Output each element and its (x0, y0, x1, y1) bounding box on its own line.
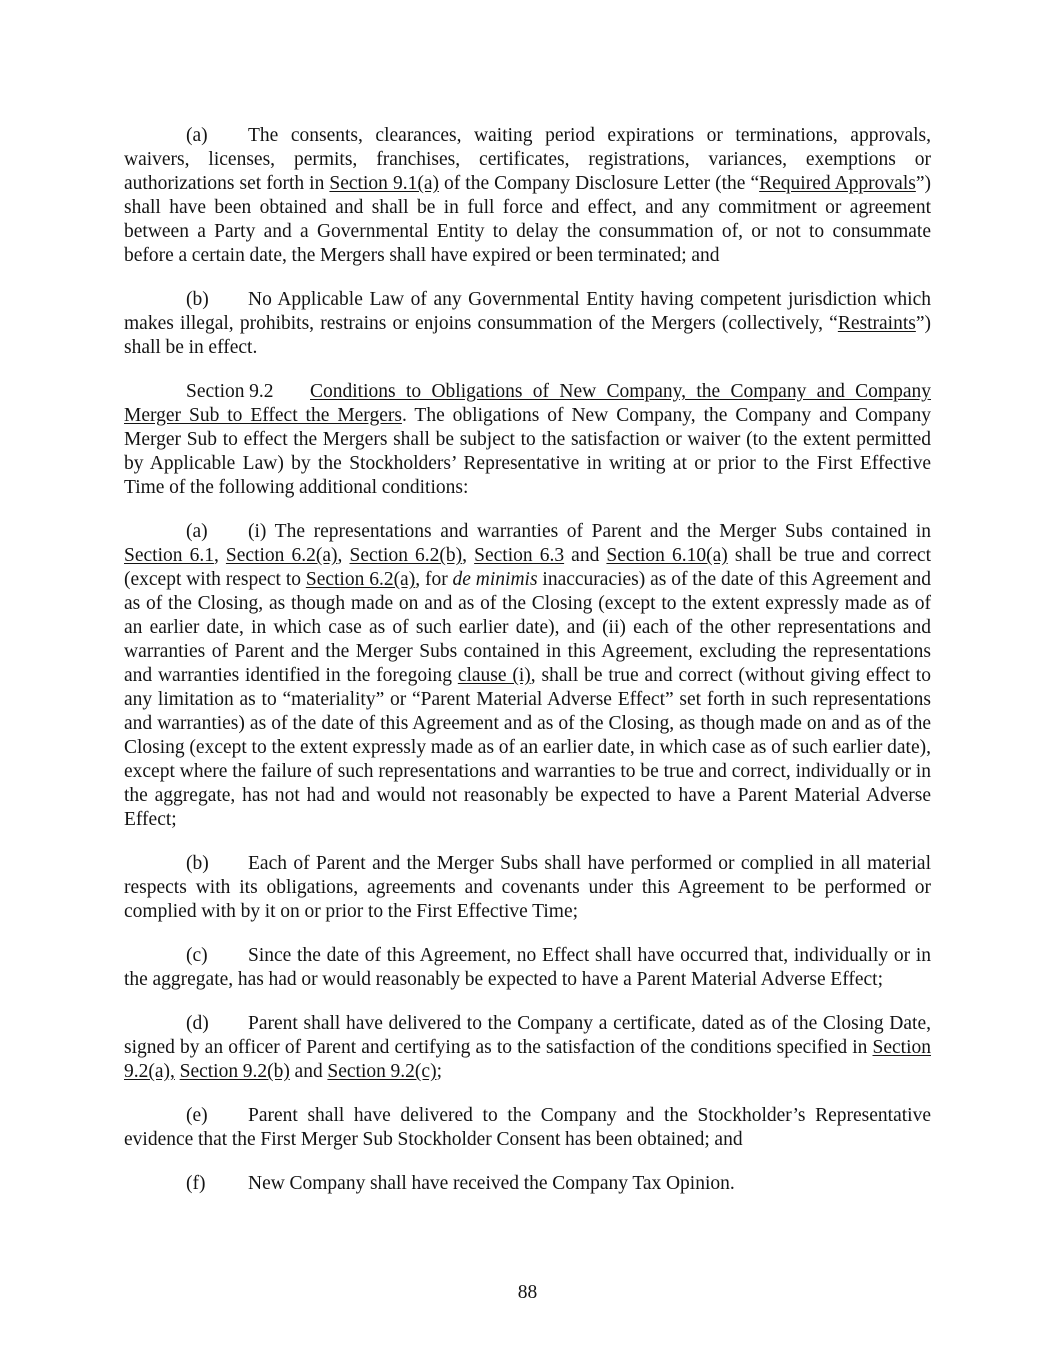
section-reference: Section 9.2(c) (327, 1061, 437, 1082)
paragraph-text: Parent shall have delivered to the Company and the Stockholder’s Representative evidence that the First Merger Sub Stockholder Consent has been obtained; and (124, 1105, 931, 1150)
clause-label: (a) (186, 125, 208, 146)
paragraph-text: The consents, clearances, waiting period expirations or terminations, approvals, waivers, licenses, permits, franchises, certificates, registrations, variances, exemptions or authorizations set forth in (124, 125, 931, 194)
paragraph-text: and (289, 1061, 328, 1082)
clause-label: (a) (186, 521, 208, 542)
section-reference: Section 6.2(a) (305, 569, 416, 590)
paragraph-text: , (337, 545, 350, 566)
paragraph-text: Since the date of this Agreement, no Effect shall have occurred that, individually or in the aggregate, has had or would reasonably be expected to have a Parent Material Adverse Effect; (124, 945, 931, 990)
section-heading: Conditions to Obligations of New Company, the Company and Company Merger Sub to Effect the Mergers (124, 381, 931, 426)
paragraph-text: Parent shall have delivered to the Company a certificate, dated as of the Closing Date, signed by an officer of Parent and certifying as to the satisfaction of the conditions specified in (124, 1013, 931, 1058)
paragraph-text: , (462, 545, 475, 566)
paragraph-9-2-e (124, 1104, 931, 1152)
document-body (124, 124, 931, 1216)
paragraph-9-2-f (124, 1172, 931, 1196)
paragraph-text: ; (436, 1061, 442, 1082)
defined-term: Restraints (837, 313, 916, 334)
section-reference: Section 9.2(a), (124, 1037, 931, 1082)
clause-label: (b) (186, 289, 209, 310)
paragraph-text: , shall be true and correct (without giving effect to any limitation as to “materiality” or “Parent Material Adverse Effect” set forth in such representations and warranties) as of the date of this Agreement and as of the Closing, as though made on and as of the Closing (except to the extent expressly made as of an earlier date, in which case as of such earlier date), except where the failure of such representations and warranties to be true and correct, individually or in the aggregate, has not had and would not reasonably be expected to have a Parent Material Adverse Effect; (124, 665, 931, 830)
page-number: 88 (517, 1282, 538, 1303)
paragraph-9-2-d (124, 1012, 931, 1084)
clause-label: (e) (186, 1105, 208, 1126)
section-reference: Section 6.10(a) (606, 545, 728, 566)
section-reference: Section 6.3 (474, 545, 565, 566)
paragraph-9-1-a (124, 124, 931, 268)
clause-label: (d) (186, 1013, 209, 1034)
paragraph-text: and (564, 545, 607, 566)
paragraph-text: , for (415, 569, 453, 590)
paragraph-9-2-a (124, 520, 931, 832)
section-label: Section 9.2 (186, 381, 274, 402)
section-reference: Section 6.2(b) (349, 545, 463, 566)
paragraph-text: New Company shall have received the Company Tax Opinion. (248, 1173, 735, 1194)
section-reference: Section 6.2(a) (225, 545, 338, 566)
clause-label: (c) (186, 945, 208, 966)
paragraph-text: inaccuracies) as of the date of this Agreement and as of the Closing, as though made on and as of the Closing (except to the extent expressly made as of an earlier date, in which case as of such earlier date), and (ii) each of the other representations and warranties of Parent and the Merger Subs contained in this Agreement, excluding the representations and warranties identified in the foregoing (124, 569, 931, 686)
clause-label: (b) (186, 853, 209, 874)
paragraph-text: (i) The representations and warranties of Parent and the Merger Subs contained in (248, 521, 931, 542)
paragraph-9-2-b (124, 852, 931, 924)
paragraph-text: . The obligations of New Company, the Company and Company Merger Sub to effect the Mergers shall be subject to the satisfaction or waiver (to the extent permitted by Applicable Law) by the Stockholders’ Representative in writing at or prior to the First Effective Time of the following additional conditions: (124, 405, 932, 498)
section-reference: Section 6.1 (124, 545, 214, 566)
paragraph-9-1-b (124, 288, 931, 360)
paragraph-text: shall be true and correct (except with respect to (124, 545, 931, 590)
section-reference: Section 9.1(a) (329, 173, 439, 194)
paragraph-text: ”) shall have been obtained and shall be in full force and effect, and any commitment or agreement between a Party and a Governmental Entity to delay the consummation of, or not to consummate before a certain date, the Mergers shall have expired or been terminated; and (124, 173, 931, 266)
section-reference: Section 9.2(b) (179, 1061, 290, 1082)
paragraph-9-2-c (124, 944, 931, 992)
defined-term: Required Approvals (759, 173, 916, 194)
section-9-2 (124, 380, 931, 500)
paragraph-text: , (213, 545, 226, 566)
paragraph-text: of the Company Disclosure Letter (the “ (438, 173, 760, 194)
clause-label: (f) (186, 1173, 206, 1194)
italic-term: de minimis (452, 569, 538, 590)
clause-reference: clause (i) (457, 665, 531, 686)
paragraph-text: No Applicable Law of any Governmental Entity having competent jurisdiction which makes illegal, prohibits, restrains or enjoins consummation of the Mergers (collectively, “ (124, 289, 931, 334)
paragraph-text: ”) shall be in effect. (124, 313, 931, 358)
paragraph-text: Each of Parent and the Merger Subs shall have performed or complied in all material respects with its obligations, agreements and covenants under this Agreement to be performed or complied with by it on or prior to the First Effective Time; (124, 853, 931, 922)
